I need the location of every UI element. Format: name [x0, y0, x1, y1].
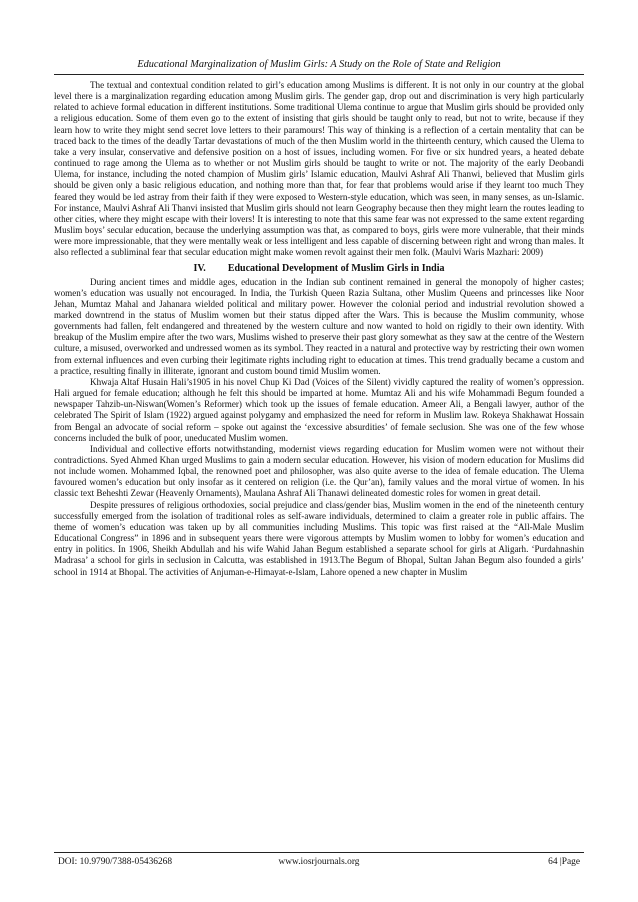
section-number: IV.	[193, 262, 206, 274]
footer-rule	[54, 852, 584, 853]
footer-doi: DOI: 10.9790/7388-05436268	[58, 857, 173, 867]
paragraph-intro: The textual and contextual condition related to girl’s education among Muslims is different. It is not only in our country at the global level there is a marginalization regarding education among Muslim girls. The gender gap, drop out and discrimination is very high particularly related to achieve formal education in different institutions. Some traditional Ulema continue to argue that Muslim girls should be provided only a religious education. Some of them even go to the extent of insisting that girls should be taught only to read, but not to write, because if they learn how to write they might send secret love letters to their paramours! This way of thinking is a reflection of a certain mentality that can be traced back to the times of the deadly Tartar devastations of much of the then Muslim world in the thirteenth century, which caused the Ulema to take a very insular, conservative and defensive position on a host of issues, including women. For five or six hundred years, a heated debate continued to rage among the Ulema as to whether or not Muslim girls should be taught to write or not. The majority of the early Deobandi Ulema, for instance, including the noted champion of Muslim girls’ Islamic education, Maulvi Ashraf Ali Thanwi, believed that Muslim girls should be given only a basic religious education, and nothing more than that, for fear that problems would arise if they learnt too much They feared they would be led astray from their faith if they were exposed to Western-style education, which was seen, in many senses, as un-Islamic. For instance, Maulvi Ashraf Ali Thanvi insisted that Muslim girls should not learn Geography because then they might learn the routes leading to other cities, where they might escape with their lovers! It is interesting to note that this same fear was not expressed to the same extent regarding Muslim boys’ secular education, because the underlying assumption was that, as compared to boys, girls were more vulnerable, that their minds were more impressionable, that they were mentally weak or less intelligent and less capable of discerning between right and wrong than males. It also reflected a subliminal fear that secular education might make women revolt against their men folk. (Maulvi Waris Mazhari: 2009)	[54, 80, 584, 258]
paragraph-nineteenth-century: Despite pressures of religious orthodoxies, social prejudice and class/gender bias, Muslim women in the end of the nineteenth century successfully emerged from the isolation of traditional roles as self-aware individuals, determined to claim a greater role in public affairs. The theme of women’s education was taken up by all communities including Muslims. This topic was first raised at the “All-Male Muslim Educational Congress” in 1896 and in subsequent years there were vigorous attempts by Muslim women to lobby for women’s education and entry in politics. In 1906, Sheikh Abdullah and his wife Wahid Jahan Begum established a separate school for girls at Aligarh. ‘Purdahnashin Madrasa’ a school for girls in seclusion in Calcutta, was established in 1913.The Begum of Bhopal, Sultan Jahan Begum also founded a girls’ school in 1914 at Bhopal. The activities of Anjuman-e-Himayat-e-Islam, Lahore opened a new chapter in Muslim	[54, 499, 584, 577]
paragraph-hali: Khwaja Altaf Husain Hali’s1905 in his novel Chup Ki Dad (Voices of the Silent) vividly captured the reality of women’s oppression. Hali argued for female education; although he felt this should be imparted at home. Mumtaz Ali and his wife Mohammadi Begum founded a newspaper Tahzib-un-Niswan(Women’s Reformer) which took up the issues of female education. Ameer Ali, a Bengali lawyer, author of the celebrated The Spirit of Islam (1922) argued against polygamy and emphasized the need for reform in Muslim law. Rokeya Shakhawat Hossain from Bengal an advocate of social reform – spoke out against the ‘excessive absurdities’ of female seclusion. She was one of the few whose concerns included the bulk of poor, uneducated Muslim women.	[54, 376, 584, 443]
article-body	[54, 80, 584, 848]
section-heading	[54, 262, 584, 275]
header-rule	[54, 74, 584, 75]
paragraph-ancient-times: During ancient times and middle ages, education in the Indian sub continent remained in general the monopoly of higher castes; women’s education was usually not encouraged. In India, the Turkish Queen Razia Sultana, other Muslim Queens and princesses like Noor Jehan, Mumtaz Mahal and Jahanara wielded political and military power. However the colonial period and industrial revolution showed a marked downtrend in the status of Muslim women but their status dipped after the Wars. This is because the Muslim community, whose governments had fallen, felt endangered and threatened by the western culture and now wanted to hold on rigidly to their own identity. With breakup of the Muslim empire after the two wars, Muslims wished to preserve their past glory somewhat as they saw at the centre of the Western culture, a misused, overworked and undressed women as its symbol. They reacted in a natural and protective way by restricting their own women from external influences and even curbing their legitimate rights including right to education at times. This trend gradually became a custom and a practice, resulting finally in illiterate, ignorant and custom bound timid Muslim women.	[54, 276, 584, 376]
page-footer	[54, 856, 584, 869]
running-header: Educational Marginalization of Muslim Girls: A Study on the Role of State and Religion	[137, 59, 501, 70]
footer-website: www.iosrjournals.org	[278, 857, 360, 867]
paragraph-modernist-views: Individual and collective efforts notwithstanding, modernist views regarding education for Muslim women were not without their contradictions. Syed Ahmed Khan urged Muslims to gain a modern secular education. However, his vision of modern education for Muslims did not include women. Mohammed Iqbal, the renowned poet and philosopher, was also quite averse to the idea of female education. The Ulema favoured women’s education but only insofar as it centered on religion (i.e. the Qur’an), family values and the moral virtue of women. In his classic text Beheshti Zewar (Heavenly Ornaments), Maulana Ashraf Ali Thanawi delineated domestic roles for women in great detail.	[54, 443, 584, 499]
section-title: Educational Development of Muslim Girls in India	[227, 262, 445, 274]
footer-page-number: 64 |Page	[548, 857, 580, 867]
